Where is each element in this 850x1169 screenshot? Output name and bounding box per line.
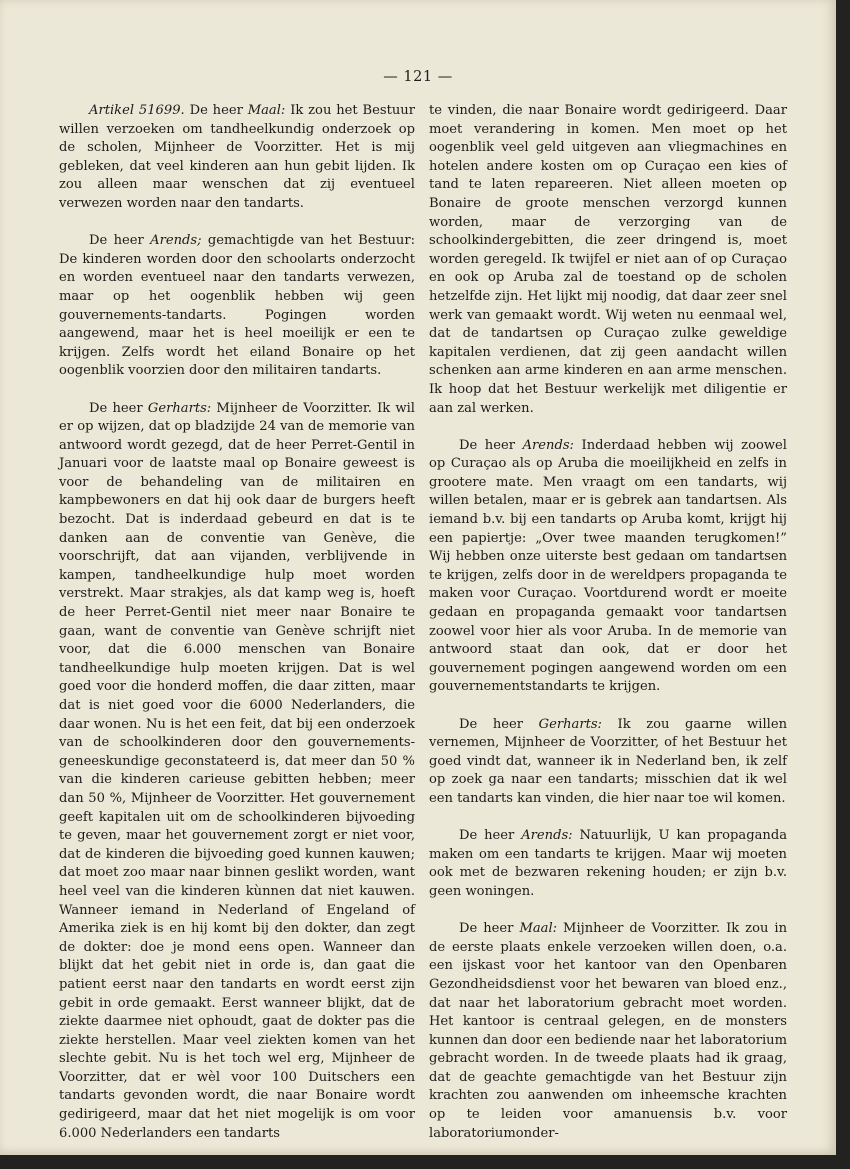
speaker-name: Arends: xyxy=(522,437,574,453)
paragraph-article-51699: Artikel 51699. De heer Maal: Ik zou het Bestuur willen verzoeken om tandheelkundig onderzoek op de scholen, Mijnheer de Voorzitter. Het is mij gebleken, dat veel kinderen aan hun gebit lijden. Ik zou alleen maar wenschen dat zij eventueel verwezen worden naar den tandarts. xyxy=(59,103,415,211)
paragraph-text: Natuurlijk, U kan propaganda maken om een tandarts te krijgen. Maar wij moeten ook met de bezwaren rekening houden; er zijn b.v. geen woningen. xyxy=(429,828,788,899)
right-column xyxy=(429,102,787,1143)
paragraph-text: Ik zou het Bestuur willen verzoeken om tandheelkundig onderzoek op de scholen, Mijnheer de Voorzitter. Het is mij gebleken, dat veel kinderen aan hun gebit lijden. Ik zou alleen maar wenschen dat zij eventueel verwezen worden naar den tandarts. xyxy=(59,103,415,211)
left-column xyxy=(59,102,415,1143)
paragraph-arends-1: De heer Arends; gemachtigde van het Bestuur: De kinderen worden door den schoolarts onderzocht en worden eventueel naar den tandarts verwezen, maar op het oogenblik hebben wij geen gouvernements-tandarts. Pogingen worden aangewend, maar het is heel moeilijk er een te krijgen. Zelfs wordt het eiland Bonaire op het oogenblik voorzien door den militairen tandarts. xyxy=(59,233,416,379)
speaker-name: Maal: xyxy=(247,103,286,118)
paragraph-text: te vinden, die naar Bonaire wordt gedirigeerd. Daar moet verandering in komen. Men moet op het oogenblik veel geld uitgeven aan vliegmachines en hotelen andere kosten om op Curaçao een kies of tand te laten repareeren. Niet alleen moeten op Bonaire de groote menschen verzorgd kunnen worden, maar de verzorging van de schoolkindergebitten, die zeer dringend is, moet worden geregeld. Ik twijfel er niet aan of op Curaçao en ook op Aruba zal de toestand op de scholen hetzelfde zijn. Het lijkt mij noodig, dat daar zeer snel werk van gemaakt wordt. Wij weten nu eenmaal wel, dat de tandartsen op Curaçao zulke geweldige kapitalen verdienen, dat zij geen aandacht willen schenken aan arme kinderen en aan arme menschen. Ik hoop dat het Bestuur werkelijk met diligentie er aan zal werken. xyxy=(429,103,787,416)
speaker-name: Arends: xyxy=(521,828,573,844)
paragraph-text: Mijnheer de Voorzitter. Ik zou in de eerste plaats enkele verzoeken willen doen, o.a. een ijskast voor het kantoor van den Openbaren Gezondheidsdienst voor het bewaren van bloed enz., dat naar het laboratorium gebracht moet worden. Het kantoor is centraal gelegen, en de monsters kunnen dan door een bediende naar het laboratorium gebracht worden. In de tweede plaats had ik graag, dat de geachte gemachtigde van het Bestuur zijn krachten zou aanwenden om inheemsche krachten op te leiden voor amanuensis b.v. voor laboratoriumonder- xyxy=(429,921,787,1141)
paragraph-arends-3: De heer Arends: Natuurlijk, U kan propaganda maken om een tandarts te krijgen. Maar wij moeten ook met de bezwaren rekening houden; er zijn b.v. geen woningen. xyxy=(429,828,788,899)
article-label: Artikel 51699. xyxy=(89,103,185,118)
speaker-name: Gerharts: xyxy=(147,400,212,416)
paragraph-maal-2: De heer Maal: Mijnheer de Voorzitter. Ik zou in de eerste plaats enkele verzoeken willen doen, o.a. een ijskast voor het kantoor van den Openbaren Gezondheidsdienst voor het bewaren van bloed enz., dat naar het laboratorium gebracht moet worden. Het kantoor is centraal gelegen, en de monsters kunnen dan door een bediende naar het laboratorium gebracht worden. In de tweede plaats had ik graag, dat de geachte gemachtigde van het Bestuur zijn krachten zou aanwenden om inheemsche krachten op te leiden voor amanuensis b.v. voor laboratoriumonder- xyxy=(429,921,787,1141)
scan-border-bottom xyxy=(0,1155,850,1169)
speaker-name: Arends; xyxy=(150,233,202,249)
speaker-name: Gerharts: xyxy=(538,716,602,732)
paragraph-gerharts-1-continued xyxy=(429,102,787,418)
paragraph-text: Inderdaad hebben wij zoowel op Curaçao als op Aruba die moeilijkheid en zelfs in grootere mate. Men vraagt om een tandarts, wij willen betalen, maar er is gebrek aan tandartsen. Als iemand b.v. bij een tandarts op Aruba komt, krijgt hij een papiertje: „Over twee maanden terugkomen!” Wij hebben onze uiterste best gedaan om tandartsen te krijgen, zelfs door in de wereldpers propaganda te maken voor Curaçao. Voortdurend wordt er moeite gedaan en propaganda gemaakt voor tandartsen zoowel voor hier als voor Aruba. In de memorie van antwoord staat dan ook, dat er door het gouvernement pogingen aangewend worden om een gouvernementstandarts te krijgen. xyxy=(429,437,787,695)
paragraph-text: Ik zou gaarne willen vernemen, Mijnheer de Voorzitter, of het Bestuur het goed vindt dat, wanneer ik in Nederland ben, ik zelf op zoek ga naar een tandarts; misschien dat ik wel een tandarts kan vinden, die hier naar toe wil komen. xyxy=(429,716,788,806)
paragraph-gerharts-1: De heer Gerharts: Mijnheer de Voorzitter. Ik wil er op wijzen, dat op bladzijde 24 van de memorie van antwoord wordt gezegd, dat de heer Perret-Gentil in Januari voor de laatste maal op Bonaire geweest is voor de behandeling van de militairen en kampbewoners en dat hij ook daar de burgers heeft bezocht. Dat is inderdaad gebeurd en dat is te danken aan de conventie van Genève, die voorschrijft, dat aan vijanden, verblijvende in kampen, tandheelkundige hulp moet worden verstrekt. Maar strakjes, als dat kamp weg is, hoeft de heer Perret-Gentil niet meer naar Bonaire te gaan, want de conventie van Genève schrijft niet voor, dat die 6.000 menschen van Bonaire tandheelkundige hulp moeten krijgen. Dat is wel goed voor die honderd moffen, die daar zitten, maar dat is niet goed voor die 6000 Nederlanders, die daar wonen. Nu is het een feit, dat bij een onderzoek van de schoolkinderen door den gouvernements-geneeskundige geconstateerd is, dat meer dan 50 % van die kinderen carieuse gebitten hebben; meer dan 50 %, Mijnheer de Voorzitter. Het gouvernement geeft kapitalen uit om de schoolkinderen bijvoeding te geven, maar het gouvernement zorgt er niet voor, dat de kinderen die bijvoeding goed kunnen kauwen; dat moet zoo maar naar binnen geslikt worden, want heel veel van die kinderen kùnnen dat niet kauwen. Wanneer iemand in Nederland of Engeland of Amerika ziek is en hij komt bij den dokter, dan zegt de dokter: doe je mond eens open. Wanneer dan blijkt dat het gebit niet in orde is, dan gaat die patient eerst naar den tandarts en wordt eerst zijn gebit in orde gemaakt. Eerst wanneer blijkt, dat de ziekte daarmee niet ophoudt, gaat de dokter pas die ziekte herstellen. Maar veel ziekten komen van het slechte gebit. Nu is het toch wel erg, Mijnheer de Voorzitter, dat er wèl voor 100 Duitschers een tandarts gevonden wordt, die naar Bonaire wordt gedirigeerd, maar dat het niet mogelijk is om voor 6.000 Nederlanders een tandarts xyxy=(59,400,415,1141)
paragraph-gerharts-2: De heer Gerharts: Ik zou gaarne willen vernemen, Mijnheer de Voorzitter, of het Bestuur het goed vindt dat, wanneer ik in Nederland ben, ik zelf op zoek ga naar een tandarts; misschien dat ik wel een tandarts kan vinden, die hier naar toe wil komen. xyxy=(429,716,788,806)
paragraph-arends-2: De heer Arends: Inderdaad hebben wij zoowel op Curaçao als op Aruba die moeilijkheid en zelfs in grootere mate. Men vraagt om een tandarts, wij willen betalen, maar er is gebrek aan tandartsen. Als iemand b.v. bij een tandarts op Aruba komt, krijgt hij een papiertje: „Over twee maanden terugkomen!” Wij hebben onze uiterste best gedaan om tandartsen te krijgen, zelfs door in de wereldpers propaganda te maken voor Curaçao. Voortdurend wordt er moeite gedaan en propaganda gemaakt voor tandartsen zoowel voor hier als voor Aruba. In de memorie van antwoord staat dan ook, dat er door het gouvernement pogingen aangewend worden om een gouvernementstandarts te krijgen. xyxy=(429,437,787,695)
paragraph-text: Mijnheer de Voorzitter. Ik wil er op wijzen, dat op bladzijde 24 van de memorie van antwoord wordt gezegd, dat de heer Perret-Gentil in Januari voor de laatste maal op Bonaire geweest is voor de behandeling van de militairen en kampbewoners en dat hij ook daar de burgers heeft bezocht. Dat is inderdaad gebeurd en dat is te danken aan de conventie van Genève, die voorschrijft, dat aan vijanden, verblijvende in kampen, tandheelkundige hulp moet worden verstrekt. Maar strakjes, als dat kamp weg is, hoeft de heer Perret-Gentil niet meer naar Bonaire te gaan, want de conventie van Genève schrijft niet voor, dat die 6.000 menschen van Bonaire tandheelkundige hulp moeten krijgen. Dat is wel goed voor die honderd moffen, die daar zitten, maar dat is niet goed voor die 6000 Nederlanders, die daar wonen. Nu is het een feit, dat bij een onderzoek van de schoolkinderen door den gouvernements-geneeskundige geconstateerd is, dat meer dan 50 % van die kinderen carieuse gebitten hebben; meer dan 50 %, Mijnheer de Voorzitter. Het gouvernement geeft kapitalen uit om de schoolkinderen bijvoeding te geven, maar het gouvernement zorgt er niet voor, dat de kinderen die bijvoeding goed kunnen kauwen; dat moet zoo maar naar binnen geslikt worden, want heel veel van die kinderen kùnnen dat niet kauwen. Wanneer iemand in Nederland of Engeland of Amerika ziek is en hij komt bij den dokter, dan zegt de dokter: doe je mond eens open. Wanneer dan blijkt dat het gebit niet in orde is, dan gaat die patient eerst naar den tandarts en wordt eerst zijn gebit in orde gemaakt. Eerst wanneer blijkt, dat de ziekte daarmee niet ophoudt, gaat de dokter pas die ziekte herstellen. Maar veel ziekten komen van het slechte gebit. Nu is het toch wel erg, Mijnheer de Voorzitter, dat er wèl voor 100 Duitschers een tandarts gevonden wordt, die naar Bonaire wordt gedirigeerd, maar dat het niet mogelijk is om voor 6.000 Nederlanders een tandarts xyxy=(59,400,415,1141)
speaker-name: Maal: xyxy=(519,921,558,937)
page-number: — 121 — xyxy=(383,69,453,85)
scan-border-right xyxy=(836,0,850,1169)
paragraph-text: gemachtigde van het Bestuur: De kinderen worden door den schoolarts onderzocht en worden eventueel naar den tandarts verwezen, maar op het oogenblik hebben wij geen gouvernements-tandarts. Pogingen worden aangewend, maar het is heel moeilijk er een te krijgen. Zelfs wordt het eiland Bonaire op het oogenblik voorzien door den militairen tandarts. xyxy=(59,233,416,379)
